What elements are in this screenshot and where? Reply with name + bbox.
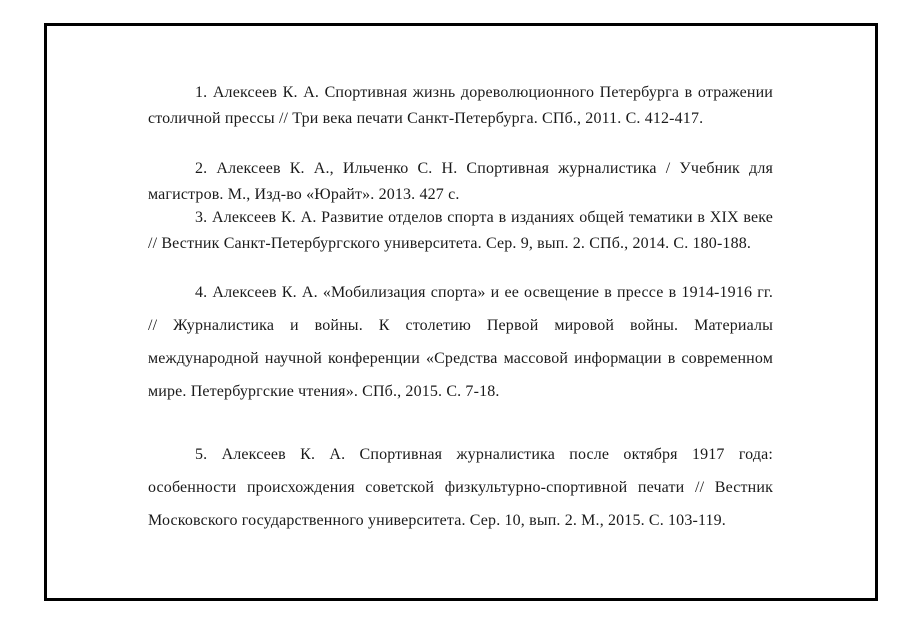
reference-item-3: 3. Алексеев К. А. Развитие отделов спорта в изданиях общей тематики в XIX веке // Вестник Санкт-Петербургского университета. Сер. 9, вып. 2. СПб., 2014. С. 180-188. (148, 209, 773, 252)
reference-item-5: 5. Алексеев К. А. Спортивная журналистика после октября 1917 года: особенности происхождения советской физкультурно-спортивной печати // Вестник Московского государственного университета. Сер. 10, вып. 2. М., 2015. С. 103-119. (148, 446, 773, 529)
reference-item-2: 2. Алексеев К. А., Ильченко С. Н. Спортивная журналистика / Учебник для магистров. М., Изд-во «Юрайт». 2013. 427 с. (148, 160, 773, 203)
reference-item-4: 4. Алексеев К. А. «Мобилизация спорта» и ее освещение в прессе в 1914-1916 гг. // Журналистика и войны. К столетию Первой мировой войны. Материалы международной научной конференции «Средства массовой информации в современном мире. Петербургские чтения». СПб., 2015. С. 7-18. (148, 284, 773, 400)
reference-item-1: 1. Алексеев К. А. Спортивная жизнь дореволюционного Петербурга в отражении столичной прессы // Три века печати Санкт-Петербурга. СПб., 2011. С. 412-417. (148, 84, 773, 127)
